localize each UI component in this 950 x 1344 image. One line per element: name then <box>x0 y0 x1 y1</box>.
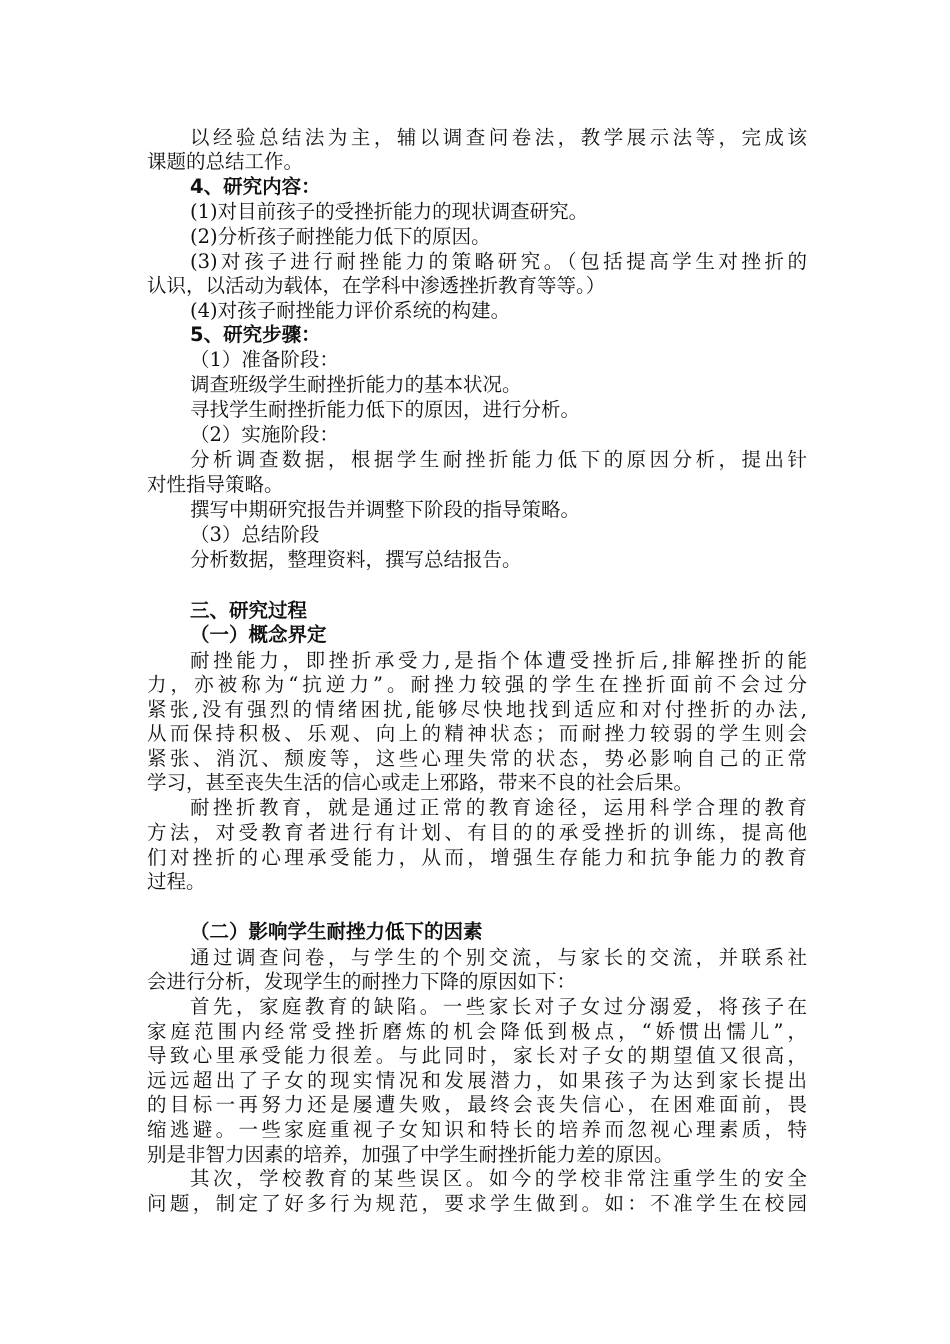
section-heading: （一）概念界定 <box>190 623 327 646</box>
paragraph-line: 问题，制定了好多行为规范，要求学生做到。如：不准学生在校园 <box>147 1192 807 1215</box>
section-heading: （二）影响学生耐挫力低下的因素 <box>190 920 483 943</box>
paragraph-line: 别是非智力因素的培养，加强了中学生耐挫折能力差的原因。 <box>147 1143 674 1166</box>
paragraph-line: 首先，家庭教育的缺陷。一些家长对子女过分溺爱，将孩子在 <box>190 995 807 1018</box>
paragraph-line: 通过调查问卷，与学生的个别交流，与家长的交流，并联系社 <box>190 946 807 969</box>
subheading: （2）实施阶段： <box>190 423 339 446</box>
paragraph-line: 学习，甚至丧失生活的信心或走上邪路，带来不良的社会后果。 <box>147 771 694 794</box>
paragraph-line: 撰写中期研究报告并调整下阶段的指导策略。 <box>190 498 581 521</box>
paragraph-line: 过程。 <box>147 870 206 893</box>
paragraph-line: 分析数据，整理资料，撰写总结报告。 <box>190 548 522 571</box>
subheading: （3）总结阶段 <box>190 523 320 546</box>
paragraph-line: 缩逃避。一些家庭重视子女知识和特长的培养而忽视心理素质，特 <box>147 1118 807 1141</box>
section-heading: 4、研究内容： <box>190 175 321 198</box>
paragraph-line: 寻找学生耐挫折能力低下的原因，进行分析。 <box>190 398 581 421</box>
list-item: (2)分析孩子耐挫能力低下的原因。 <box>190 225 491 248</box>
paragraph-line: 以经验总结法为主，辅以调查问卷法，教学展示法等，完成该 <box>190 126 807 149</box>
section-heading: 5、研究步骤： <box>190 323 321 346</box>
paragraph-line: 家庭范围内经常受挫折磨炼的机会降低到极点，“娇惯出懦儿”， <box>147 1020 807 1043</box>
paragraph-line: 从而保持积极、乐观、向上的精神状态；而耐挫力较弱的学生则会 <box>147 722 807 745</box>
paragraph-line: 耐挫折教育，就是通过正常的教育途径，运用科学合理的教育 <box>190 796 807 819</box>
paragraph-line: 对性指导策略。 <box>147 473 284 496</box>
paragraph-line: 耐挫能力，即挫折承受力,是指个体遭受挫折后,排解挫折的能 <box>190 649 807 672</box>
list-item: (3)对孩子进行耐挫能力的策略研究。（包括提高学生对挫折的 <box>190 250 807 273</box>
paragraph-line: 们对挫折的心理承受能力，从而，增强生存能力和抗争能力的教育 <box>147 846 807 869</box>
paragraph-line: 远远超出了子女的现实情况和发展潜力，如果孩子为达到家长提出 <box>147 1069 807 1092</box>
paragraph-line: 会进行分析，发现学生的耐挫力下降的原因如下： <box>147 970 577 993</box>
paragraph-line: 方法，对受教育者进行有计划、有目的的承受挫折的训练，提高他 <box>147 821 807 844</box>
paragraph-line: 其次，学校教育的某些误区。如今的学校非常注重学生的安全 <box>190 1167 807 1190</box>
paragraph-line: 导致心里承受能力很差。与此同时，家长对子女的期望值又很高， <box>147 1044 807 1067</box>
paragraph-line: 紧张、消沉、颓废等，这些心理失常的状态，势必影响自己的正常 <box>147 747 807 770</box>
paragraph-line: 认识，以活动为载体，在学科中渗透挫折教育等等。） <box>147 274 606 297</box>
subheading: （1）准备阶段： <box>190 348 339 371</box>
paragraph-line: 力，亦被称为“抗逆力”。耐挫力较强的学生在挫折面前不会过分 <box>147 673 807 696</box>
paragraph-line: 的目标一再努力还是屡遭失败，最终会丧失信心，在困难面前，畏 <box>147 1093 807 1116</box>
list-item: (1)对目前孩子的受挫折能力的现状调查研究。 <box>190 200 589 223</box>
chapter-heading: 三、研究过程 <box>190 599 308 622</box>
paragraph-line: 调查班级学生耐挫折能力的基本状况。 <box>190 373 522 396</box>
list-item: (4)对孩子耐挫能力评价系统的构建。 <box>190 299 511 322</box>
paragraph-line: 紧张,没有强烈的情绪困扰,能够尽快地找到适应和对付挫折的办法, <box>147 698 807 721</box>
paragraph-line: 分析调查数据，根据学生耐挫折能力低下的原因分析，提出针 <box>190 448 807 471</box>
paragraph-line: 课题的总结工作。 <box>147 150 304 173</box>
